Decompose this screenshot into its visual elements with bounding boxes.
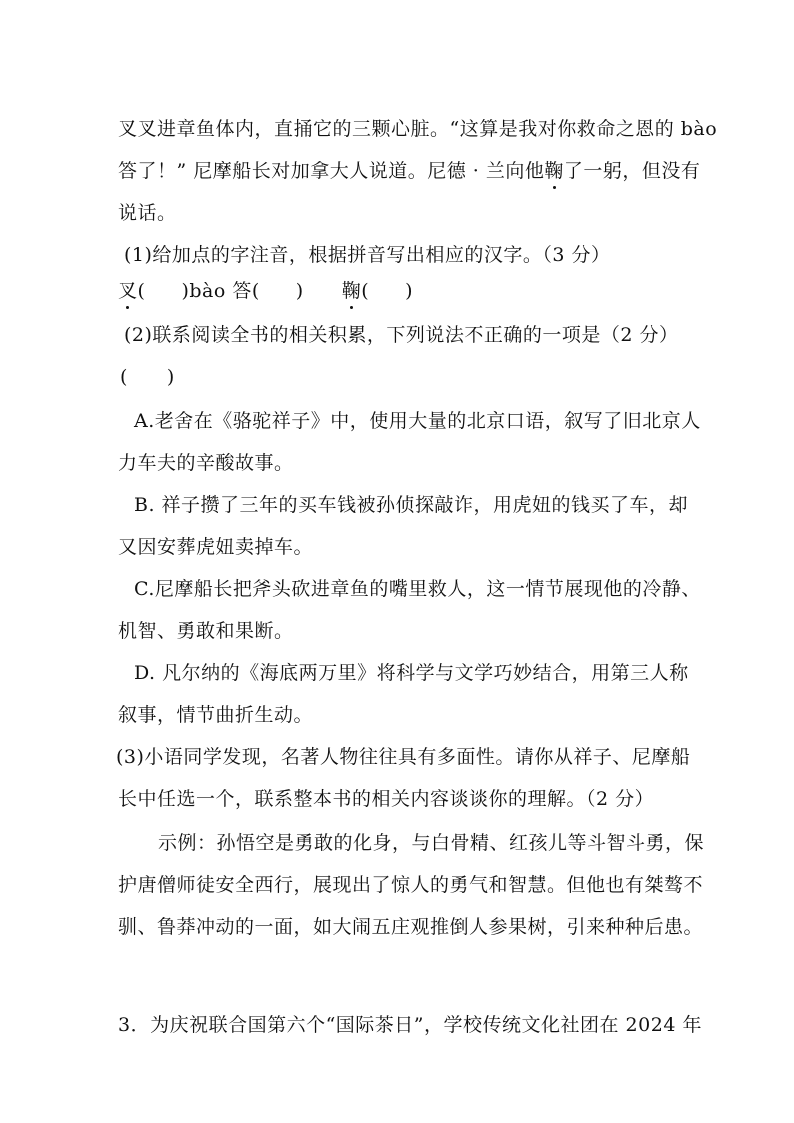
q2-option-b-line-2: 又因安葬虎妞卖掉车。 bbox=[118, 536, 314, 558]
q1-items bbox=[118, 276, 413, 303]
q1-prompt: (1)给加点的字注音，根据拼音写出相应的汉字。（3 分） bbox=[124, 244, 611, 266]
dotted-char-cha: 叉 bbox=[118, 276, 138, 303]
q1-paren-close-3: ) bbox=[405, 280, 414, 302]
passage-line-1: 叉叉进章鱼体内，直捅它的三颗心脏。“这算是我对你救命之恩的 bào bbox=[118, 118, 718, 140]
q2-option-c-line-2: 机智、勇敢和果断。 bbox=[118, 620, 294, 642]
question-3-intro: 3．为庆祝联合国第六个“国际茶日”，学校传统文化社团在 2024 年 bbox=[118, 1014, 702, 1036]
q1-paren-close-1: ) bbox=[181, 280, 190, 302]
q1-paren-open-1: ( bbox=[137, 280, 146, 302]
passage-line-2-pre: 答了！” 尼摩船长对加拿大人说道。尼德 · 兰向他 bbox=[118, 160, 545, 182]
passage-line-2 bbox=[118, 156, 700, 183]
dotted-char-ju: 鞠 bbox=[544, 156, 564, 183]
q1-paren-close-2: ) bbox=[295, 280, 304, 302]
q3-example-line-2: 护唐僧师徒安全西行，展现出了惊人的勇气和智慧。但他也有桀骜不 bbox=[118, 874, 704, 896]
passage-line-3: 说话。 bbox=[118, 202, 177, 224]
q3-prompt-line-2: 长中任选一个，联系整本书的相关内容谈谈你的理解。（2 分） bbox=[118, 788, 655, 810]
q3-example-line-3: 驯、鲁莽冲动的一面，如大闹五庄观推倒人参果树，引来种种后患。 bbox=[118, 916, 704, 938]
q2-prompt: (2)联系阅读全书的相关积累，下列说法不正确的一项是（2 分） bbox=[124, 324, 679, 346]
q1-item-bao: bào 答 bbox=[189, 280, 252, 302]
q2-answer-paren[interactable]: ( ) bbox=[120, 366, 175, 388]
q3-prompt-line-1: (3)小语同学发现，名著人物往往具有多面性。请你从祥子、尼摩船 bbox=[116, 746, 691, 768]
q1-paren-open-2: ( bbox=[251, 280, 260, 302]
q1-paren-open-3: ( bbox=[361, 280, 370, 302]
q2-option-b-line-1: B. 祥子攒了三年的买车钱被孙侦探敲诈，用虎妞的钱买了车，却 bbox=[134, 494, 689, 516]
q2-option-d-line-1: D. 凡尔纳的《海底两万里》将科学与文学巧妙结合，用第三人称 bbox=[134, 662, 689, 684]
dotted-char-ju-2: 鞠 bbox=[342, 276, 362, 303]
q3-example-line-1: 示例：孙悟空是勇敢的化身，与白骨精、红孩儿等斗智斗勇，保 bbox=[158, 832, 705, 854]
q2-option-c-line-1: C.尼摩船长把斧头砍进章鱼的嘴里救人，这一情节展现他的冷静、 bbox=[134, 578, 701, 600]
q2-option-a-line-1: A.老舍在《骆驼祥子》中，使用大量的北京口语，叙写了旧北京人 bbox=[134, 410, 701, 432]
passage-line-2-post: 了一躬，但没有 bbox=[563, 160, 701, 182]
q2-option-a-line-2: 力车夫的辛酸故事。 bbox=[118, 452, 294, 474]
q2-option-d-line-2: 叙事，情节曲折生动。 bbox=[118, 704, 314, 726]
